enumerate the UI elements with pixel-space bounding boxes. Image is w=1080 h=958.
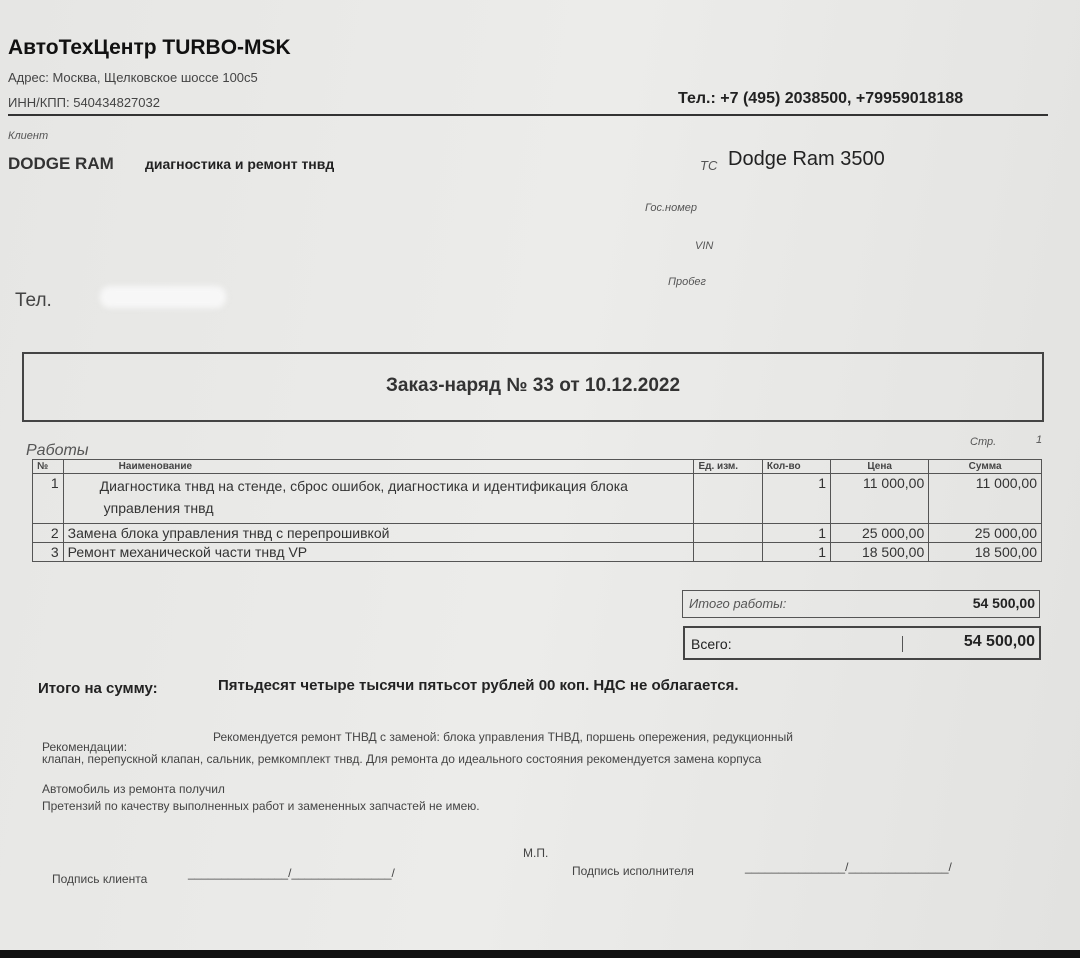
row-sum: 18 500,00 [929,543,1042,562]
row-name: Ремонт механической части тнвд VP [63,543,694,562]
subtotal-label: Итого работы: [689,596,787,611]
order-title-box [22,352,1044,422]
table-row [33,524,1042,543]
client-name: DODGE RAM [8,154,114,173]
col-number: № [33,460,64,474]
total-value: 54 500,00 [963,633,1035,650]
recommendations-label: Рекомендации: [42,740,128,754]
redacted-phone [100,286,226,308]
row-unit [694,474,762,524]
company-address: Адрес: Москва, Щелковское шоссе 100с5 [8,70,258,85]
plate-label: Гос.номер [645,202,697,214]
company-name: АвтоТехЦентр TURBO-MSK [8,36,291,59]
recommendations-line1: Рекомендуется ремонт ТНВД с заменой: блока управления ТНВД, поршень опережения, редукционный [213,730,793,744]
col-price: Цена [831,460,929,474]
row-name: Замена блока управления тнвд с перепрошивкой [63,524,694,543]
col-unit: Ед. изм. [694,460,762,474]
row-qty: 1 [762,474,830,524]
table-row [33,543,1042,562]
row-sum: 25 000,00 [929,524,1042,543]
row-unit [694,543,762,562]
mileage-label: Пробег [668,276,706,288]
vehicle-label: ТС [700,158,718,173]
page-number: 1 [1036,434,1043,446]
total-label: Всего: [691,636,903,652]
client-description: диагностика и ремонт тнвд [145,156,335,172]
client-label: Клиент [8,130,49,142]
company-inn: ИНН/КПП: 540434827032 [8,95,160,110]
client-signature-line[interactable]: _______________/_______________/ [188,866,395,880]
order-title: Заказ-наряд № 33 от 10.12.2022 [385,375,681,396]
total-row [683,626,1041,660]
executor-signature-line[interactable]: _______________/_______________/ [745,860,952,874]
vin-label: VIN [695,240,714,252]
works-table [32,459,1042,562]
client-phone-label: Тел. [15,290,52,311]
row-number: 3 [33,543,64,562]
sum-words-text: Пятьдесят четыре тысячи пятьсот рублей 00 коп. НДС не облагается. [218,677,739,694]
row-price: 11 000,00 [831,474,929,524]
row-qty: 1 [762,524,830,543]
subtotal-row [682,590,1040,618]
row-number: 2 [33,524,64,543]
row-qty: 1 [762,543,830,562]
row-name: Диагностика тнвд на стенде, сброс ошибок, диагностика и идентификация блока управления тнвд [63,474,694,524]
row-price: 18 500,00 [831,543,929,562]
col-sum: Сумма [929,460,1042,474]
sum-words-label: Итого на сумму: [38,680,158,697]
row-price: 25 000,00 [831,524,929,543]
stamp-label: М.П. [523,846,549,860]
company-phone: Тел.: +7 (495) 2038500, +79959018188 [678,90,964,107]
col-qty: Кол-во [762,460,830,474]
recommendations-line2: клапан, перепускной клапан, сальник, ремкомплект тнвд. Для ремонта до идеального состояния рекомендуется замена корпуса [42,752,762,766]
header-divider [8,114,1048,116]
table-row [33,474,1042,524]
executor-signature-label: Подпись исполнителя [572,864,694,878]
row-unit [694,524,762,543]
page-label: Стр. [970,436,997,448]
row-sum: 11 000,00 [929,474,1042,524]
vehicle-model: Dodge Ram 3500 [728,148,885,170]
row-number: 1 [33,474,64,524]
acceptance-line1: Автомобиль из ремонта получил [42,782,225,796]
client-signature-label: Подпись клиента [52,872,148,886]
subtotal-value: 54 500,00 [972,595,1035,611]
acceptance-line2: Претензий по качеству выполненных работ и замененных запчастей не имею. [42,799,480,813]
works-label: Работы [26,442,89,459]
col-name: Наименование [63,460,694,474]
table-header [33,460,1042,474]
